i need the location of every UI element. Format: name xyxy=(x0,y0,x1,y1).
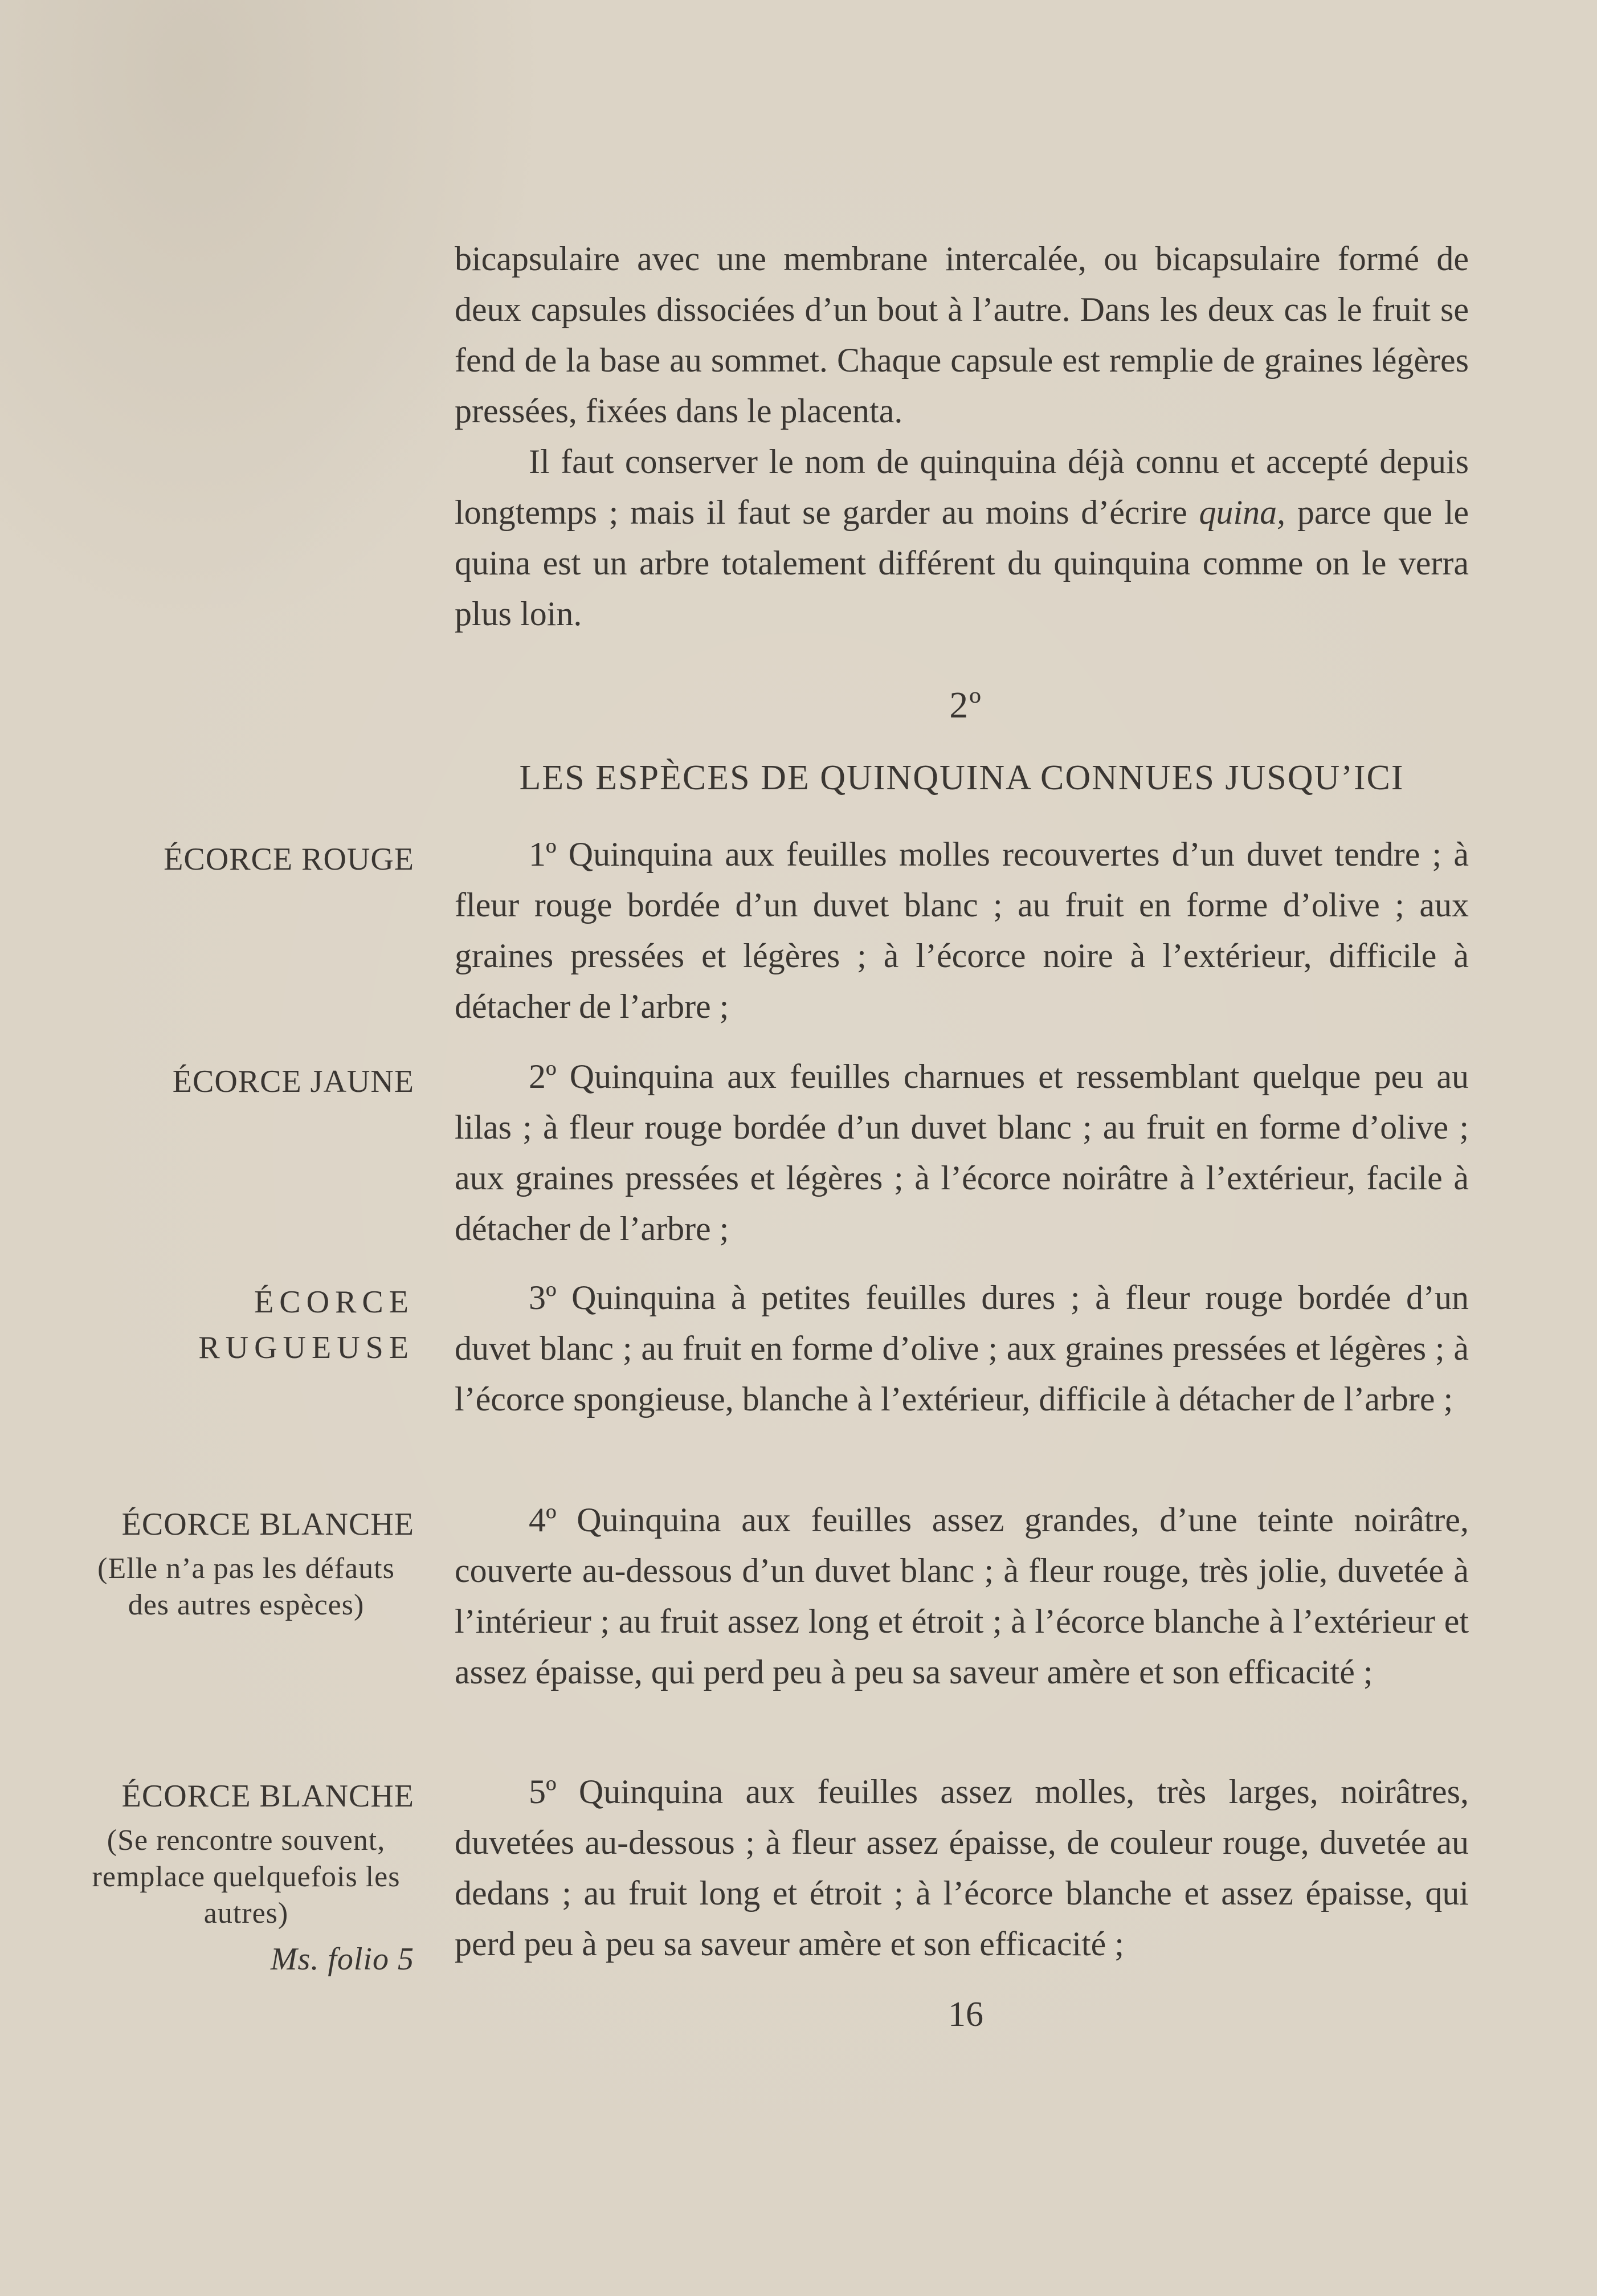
section-number: 2º xyxy=(949,684,982,726)
intro-paragraph-2-text: Il faut conserver le nom de quinquina déjà connu et accepté depuis longtemps ; mais il faut se garder au moins d’écrire xyxy=(455,443,1469,531)
entry-2 xyxy=(455,1051,1469,1254)
entry-3 xyxy=(455,1273,1469,1425)
entry-1-text: 1º Quinquina aux feuilles molles recouvertes d’un duvet tendre ; à fleur rouge bordée d’un duvet blanc ; au fruit en forme d’olive ; aux graines pressées et légères ; à l’écorce noire à l’extérieur, difficile à détacher de l’arbre ; xyxy=(455,835,1469,1025)
entry-4 xyxy=(455,1495,1469,1698)
entry-3-text: 3º Quinquina à petites feuilles dures ; à fleur rouge bordée d’un duvet blanc ; au fruit en forme d’olive ; aux graines pressées et légères ; à l’écorce spongieuse, blanche à l’extérieur, difficile à détacher de l’arbre ; xyxy=(455,1279,1469,1418)
margin-note-5-remark: (Se rencontre souvent, remplace quelquefois les autres) xyxy=(92,1824,401,1930)
page-number: 16 xyxy=(948,1995,983,2034)
intro-text-block xyxy=(455,234,1469,639)
entry-5 xyxy=(455,1767,1469,1969)
margin-note-1: ÉCORCE ROUGE xyxy=(164,842,414,877)
intro-paragraph-2 xyxy=(455,437,1469,639)
margin-note-5 xyxy=(78,1773,414,1982)
margin-note-4-title: ÉCORCE BLANCHE xyxy=(121,1507,414,1542)
margin-note-4 xyxy=(78,1502,414,1624)
margin-note-3-line-1: ÉCORCE xyxy=(254,1284,414,1320)
margin-note-5-title: ÉCORCE BLANCHE xyxy=(121,1779,414,1814)
margin-note-4-remark: (Elle n’a pas les défauts des autres espèces) xyxy=(97,1552,395,1621)
entry-4-text: 4º Quinquina aux feuilles assez grandes, d’une teinte noirâtre, couverte au-dessous d’un duvet blanc ; à fleur rouge, très jolie, duvetée à l’intérieur ; au fruit assez long et étroit ; à l’écorce blanche à l’extérieur et assez épaisse, qui perd peu à peu sa saveur amère et son efficacité ; xyxy=(455,1501,1469,1691)
intro-paragraph-1: bicapsulaire avec une membrane intercalée, ou bicapsulaire formé de deux capsules dissociées d’un bout à l’autre. Dans les deux cas le fruit se fend de la base au sommet. Chaque capsule est remplie de graines légères pressées, fixées dans le placenta. xyxy=(455,240,1469,430)
margin-note-2: ÉCORCE JAUNE xyxy=(172,1064,414,1099)
margin-note-3 xyxy=(198,1279,414,1371)
entry-5-text: 5º Quinquina aux feuilles assez molles, très larges, noirâtres, duvetées au-dessous ; à fleur assez épaisse, de couleur rouge, duvetée au dedans ; au fruit long et étroit ; à l’écorce blanche et assez épaisse, qui perd peu à peu sa saveur amère et son efficacité ; xyxy=(455,1773,1469,1963)
margin-note-3-line-2: RUGUEUSE xyxy=(198,1330,414,1365)
intro-paragraph-2-end: parce que le quina est un arbre totalement différent du quinquina comme on le verra plus loin. xyxy=(455,494,1469,633)
section-title: LES ESPÈCES DE QUINQUINA CONNUES JUSQU’ICI xyxy=(519,758,1404,797)
margin-note-5-reference: Ms. folio 5 xyxy=(270,1942,414,1977)
entry-2-text: 2º Quinquina aux feuilles charnues et ressemblant quelque peu au lilas ; à fleur rouge bordée d’un duvet blanc ; au fruit en forme d’olive ; aux graines pressées et légères ; à l’écorce noirâtre à l’extérieur, facile à détacher de l’arbre ; xyxy=(455,1058,1469,1247)
quina-italic: quina, xyxy=(1199,494,1286,531)
entry-1 xyxy=(455,829,1469,1032)
